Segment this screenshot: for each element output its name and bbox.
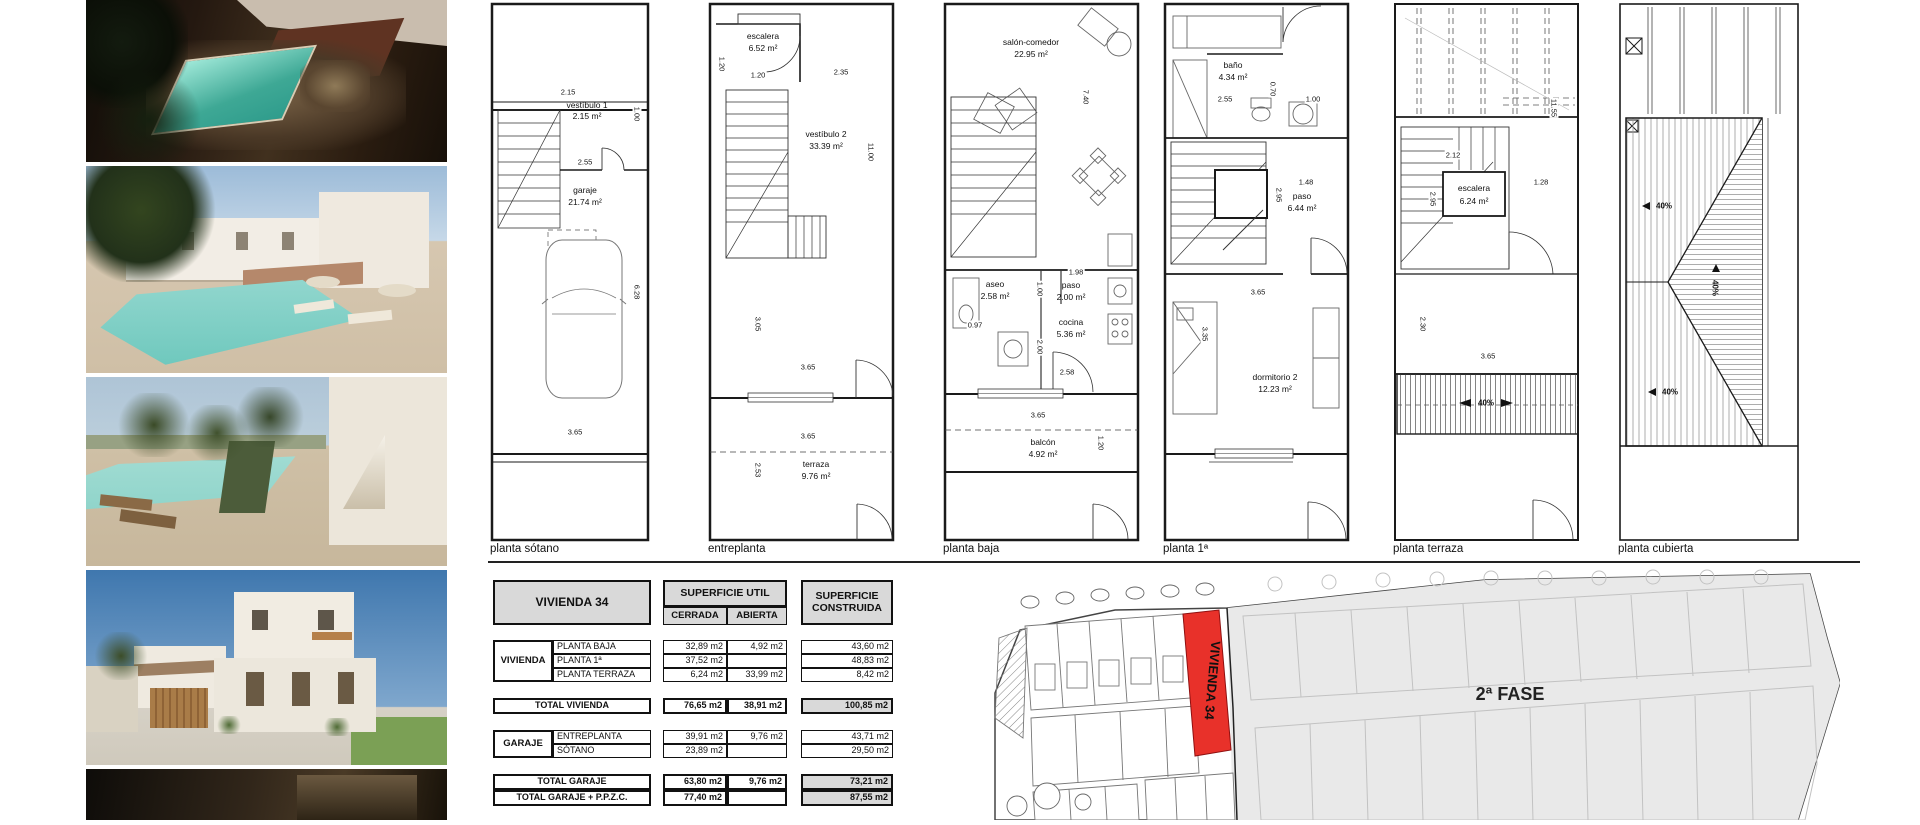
dim-label: 3.65 <box>800 431 816 441</box>
total-value: 77,40 m2 <box>663 790 727 806</box>
floorplan-drawing <box>490 2 650 542</box>
plan-caption-baja: planta baja <box>943 543 1000 555</box>
caption-rule <box>488 561 1860 563</box>
room-area: 6.44 m² <box>1287 203 1317 213</box>
dim-label: 11.00 <box>866 142 876 162</box>
total-label: TOTAL GARAJE + P.P.Z.C. <box>493 790 651 806</box>
room-area: 21.74 m² <box>568 197 602 207</box>
room-area: 4.92 m² <box>1028 449 1058 459</box>
dim-label: 3.05 <box>753 316 763 332</box>
total-value: 63,80 m2 <box>663 774 727 790</box>
palm-silhouette <box>94 70 204 162</box>
phase-label: 2ª FASE <box>1475 684 1545 704</box>
dim-label: 1.00 <box>1035 281 1045 297</box>
site-plan <box>965 568 1840 820</box>
door-dark <box>292 672 310 706</box>
door-dark <box>338 672 354 704</box>
plan-caption-cubierta: planta cubierta <box>1618 543 1694 555</box>
dim-label: 1.20 <box>1096 435 1106 451</box>
row-label: SÓTANO <box>553 744 651 758</box>
room-label: salón-comedor <box>1002 37 1060 47</box>
photo-community-pool-day <box>86 166 447 373</box>
room-area: 33.39 m² <box>809 141 843 151</box>
row-label: ENTREPLANTA <box>553 730 651 744</box>
value-cell: 33,99 m2 <box>727 668 787 682</box>
value-cell: 43,71 m2 <box>801 730 893 744</box>
dim-label: 11.55 <box>1549 98 1559 118</box>
room-area: 22.95 m² <box>1014 49 1048 59</box>
total-label: TOTAL VIVIENDA <box>493 698 651 714</box>
total-label: TOTAL GARAJE <box>493 774 651 790</box>
site-plan-drawing <box>965 568 1840 820</box>
palm-canopy <box>232 387 308 447</box>
room-area: 2.15 m² <box>572 111 602 121</box>
building-right <box>329 377 447 545</box>
umbrella <box>378 284 416 297</box>
dim-label: 1.28 <box>1533 177 1549 187</box>
shrub <box>216 716 242 734</box>
group-vivienda: VIVIENDA <box>493 640 553 682</box>
value-cell: 9,76 m2 <box>727 730 787 744</box>
dim-label: 2.55 <box>1217 94 1233 104</box>
total-value <box>727 790 787 806</box>
col-header-cerrada: CERRADA <box>663 607 727 625</box>
floorplan-drawing <box>1163 2 1350 542</box>
floorplan-drawing <box>708 2 895 542</box>
table-title: VIVIENDA 34 <box>493 580 651 625</box>
total-value: 9,76 m2 <box>727 774 787 790</box>
row-label: PLANTA 1ª <box>553 654 651 668</box>
dim-label: 3.65 <box>1480 351 1496 361</box>
value-cell: 39,91 m2 <box>663 730 727 744</box>
dim-label: 0.70 <box>1268 81 1278 97</box>
group-garaje: GARAJE <box>493 730 553 758</box>
dim-label: 2.00 <box>1035 339 1045 355</box>
dim-label: 1.98 <box>1068 267 1084 277</box>
photo-night-pool-terrace <box>86 0 447 162</box>
value-cell: 32,89 m2 <box>663 640 727 654</box>
value-cell <box>727 654 787 668</box>
lounger <box>348 310 393 325</box>
room-label: cocina <box>1058 317 1084 327</box>
dim-label: 1.48 <box>1298 177 1314 187</box>
photo-pool-palms-walkway <box>86 377 447 566</box>
dim-label: 2.95 <box>1428 191 1438 207</box>
room-label: vestíbulo 1 <box>566 100 608 110</box>
room-area: 4.34 m² <box>1218 72 1248 82</box>
total-value: 38,91 m2 <box>727 698 787 714</box>
room-area: 2.58 m² <box>980 291 1010 301</box>
dim-label: 2.55 <box>577 157 593 167</box>
window-upper <box>252 610 268 630</box>
value-cell: 43,60 m2 <box>801 640 893 654</box>
room-label: paso <box>1061 280 1081 290</box>
balcony-wood <box>312 632 352 640</box>
value-cell: 4,92 m2 <box>727 640 787 654</box>
floorplan-drawing <box>1618 2 1800 542</box>
room-label: baño <box>1223 60 1243 70</box>
dim-label: 3.65 <box>1030 410 1046 420</box>
value-cell: 29,50 m2 <box>801 744 893 758</box>
room-label: garaje <box>573 185 597 195</box>
dim-label: 2.58 <box>1059 367 1075 377</box>
door-dark <box>246 672 264 706</box>
room-label: escalera <box>746 31 780 41</box>
room-label: vestíbulo 2 <box>805 129 847 139</box>
col-header-construida: SUPERFICIE CONSTRUIDA <box>801 580 893 625</box>
dim-label: 2.12 <box>1445 150 1461 160</box>
room-area: 12.23 m² <box>1258 384 1292 394</box>
value-cell: 23,89 m2 <box>663 744 727 758</box>
floorplan-drawing <box>1393 2 1580 542</box>
floorplan-planta-baja <box>943 2 1140 542</box>
room-area: 5.36 m² <box>1056 329 1086 339</box>
garage-door <box>150 688 208 728</box>
total-value: 87,55 m2 <box>801 790 893 806</box>
floorplan-entreplanta <box>708 2 895 542</box>
floorplan-planta-cubierta <box>1618 2 1800 542</box>
total-value: 76,65 m2 <box>663 698 727 714</box>
roof-slope-label: 40% <box>1655 201 1673 211</box>
value-cell: 8,42 m2 <box>801 668 893 682</box>
dim-label: 6.28 <box>632 284 642 300</box>
dim-label: 2.35 <box>833 67 849 77</box>
vivienda34-unit-label: VIVIENDA 34 <box>1201 640 1224 721</box>
dim-label: 2.15 <box>560 87 576 97</box>
roof-slope-label: 40% <box>1477 398 1495 408</box>
plan-caption-planta1: planta 1ª <box>1163 543 1209 555</box>
value-cell: 48,83 m2 <box>801 654 893 668</box>
lit-wall <box>297 775 417 820</box>
photo-night-partial <box>86 769 447 820</box>
room-label: balcón <box>1030 437 1056 447</box>
dim-label: 7.40 <box>1081 89 1091 105</box>
dim-label: 3.65 <box>567 427 583 437</box>
room-area: 9.76 m² <box>801 471 831 481</box>
dim-label: 1.00 <box>1305 94 1321 104</box>
dim-label: 0.97 <box>967 320 983 330</box>
render-photo-column <box>86 0 447 820</box>
total-value: 100,85 m2 <box>801 698 893 714</box>
palm-canopy <box>86 166 216 282</box>
room-label: aseo <box>985 279 1005 289</box>
palm-canopy <box>92 632 150 680</box>
roof-slope-label: 40% <box>1710 279 1720 297</box>
floorplan-planta-terraza <box>1393 2 1580 542</box>
dim-label: 1.20 <box>717 56 727 72</box>
floorplan-drawing <box>943 2 1140 542</box>
dim-label: 3.65 <box>1250 287 1266 297</box>
room-area: 6.52 m² <box>748 43 778 53</box>
room-label: paso <box>1292 191 1312 201</box>
col-header-abierta: ABIERTA <box>727 607 787 625</box>
dim-label: 2.53 <box>753 462 763 478</box>
room-label: dormitorio 2 <box>1252 372 1298 382</box>
plan-caption-sotano: planta sótano <box>490 543 560 555</box>
photo-house-facade <box>86 570 447 765</box>
plan-caption-entreplanta: entreplanta <box>708 543 766 555</box>
dim-label: 1.20 <box>750 70 766 80</box>
roof-slope-label: 40% <box>1661 387 1679 397</box>
row-label: PLANTA BAJA <box>553 640 651 654</box>
dim-label: 2.30 <box>1418 316 1428 332</box>
surfaces-table <box>493 578 893 814</box>
loungers-lit <box>300 60 370 112</box>
value-cell: 6,24 m2 <box>663 668 727 682</box>
value-cell <box>727 744 787 758</box>
shrub-hatch <box>995 628 1027 738</box>
window-upper <box>318 610 334 630</box>
dim-label: 3.65 <box>800 362 816 372</box>
row-label: PLANTA TERRAZA <box>553 668 651 682</box>
shrub <box>322 718 352 736</box>
room-area: 6.24 m² <box>1459 196 1489 206</box>
room-area: 2.00 m² <box>1056 292 1086 302</box>
room-label: escalera <box>1457 183 1491 193</box>
window <box>236 232 248 250</box>
floorplan-planta-sotano <box>490 2 650 542</box>
plan-caption-terraza: planta terraza <box>1393 543 1464 555</box>
total-value: 73,21 m2 <box>801 774 893 790</box>
lounger <box>119 509 176 529</box>
value-cell: 37,52 m2 <box>663 654 727 668</box>
room-label: terraza <box>802 459 830 469</box>
umbrella <box>306 276 340 288</box>
col-header-util: SUPERFICIE UTIL <box>663 580 787 607</box>
dim-label: 1.00 <box>632 106 642 122</box>
dim-label: 3.35 <box>1200 326 1210 342</box>
window <box>282 232 294 250</box>
dim-label: 2.95 <box>1274 187 1284 203</box>
floorplan-planta-1 <box>1163 2 1350 542</box>
